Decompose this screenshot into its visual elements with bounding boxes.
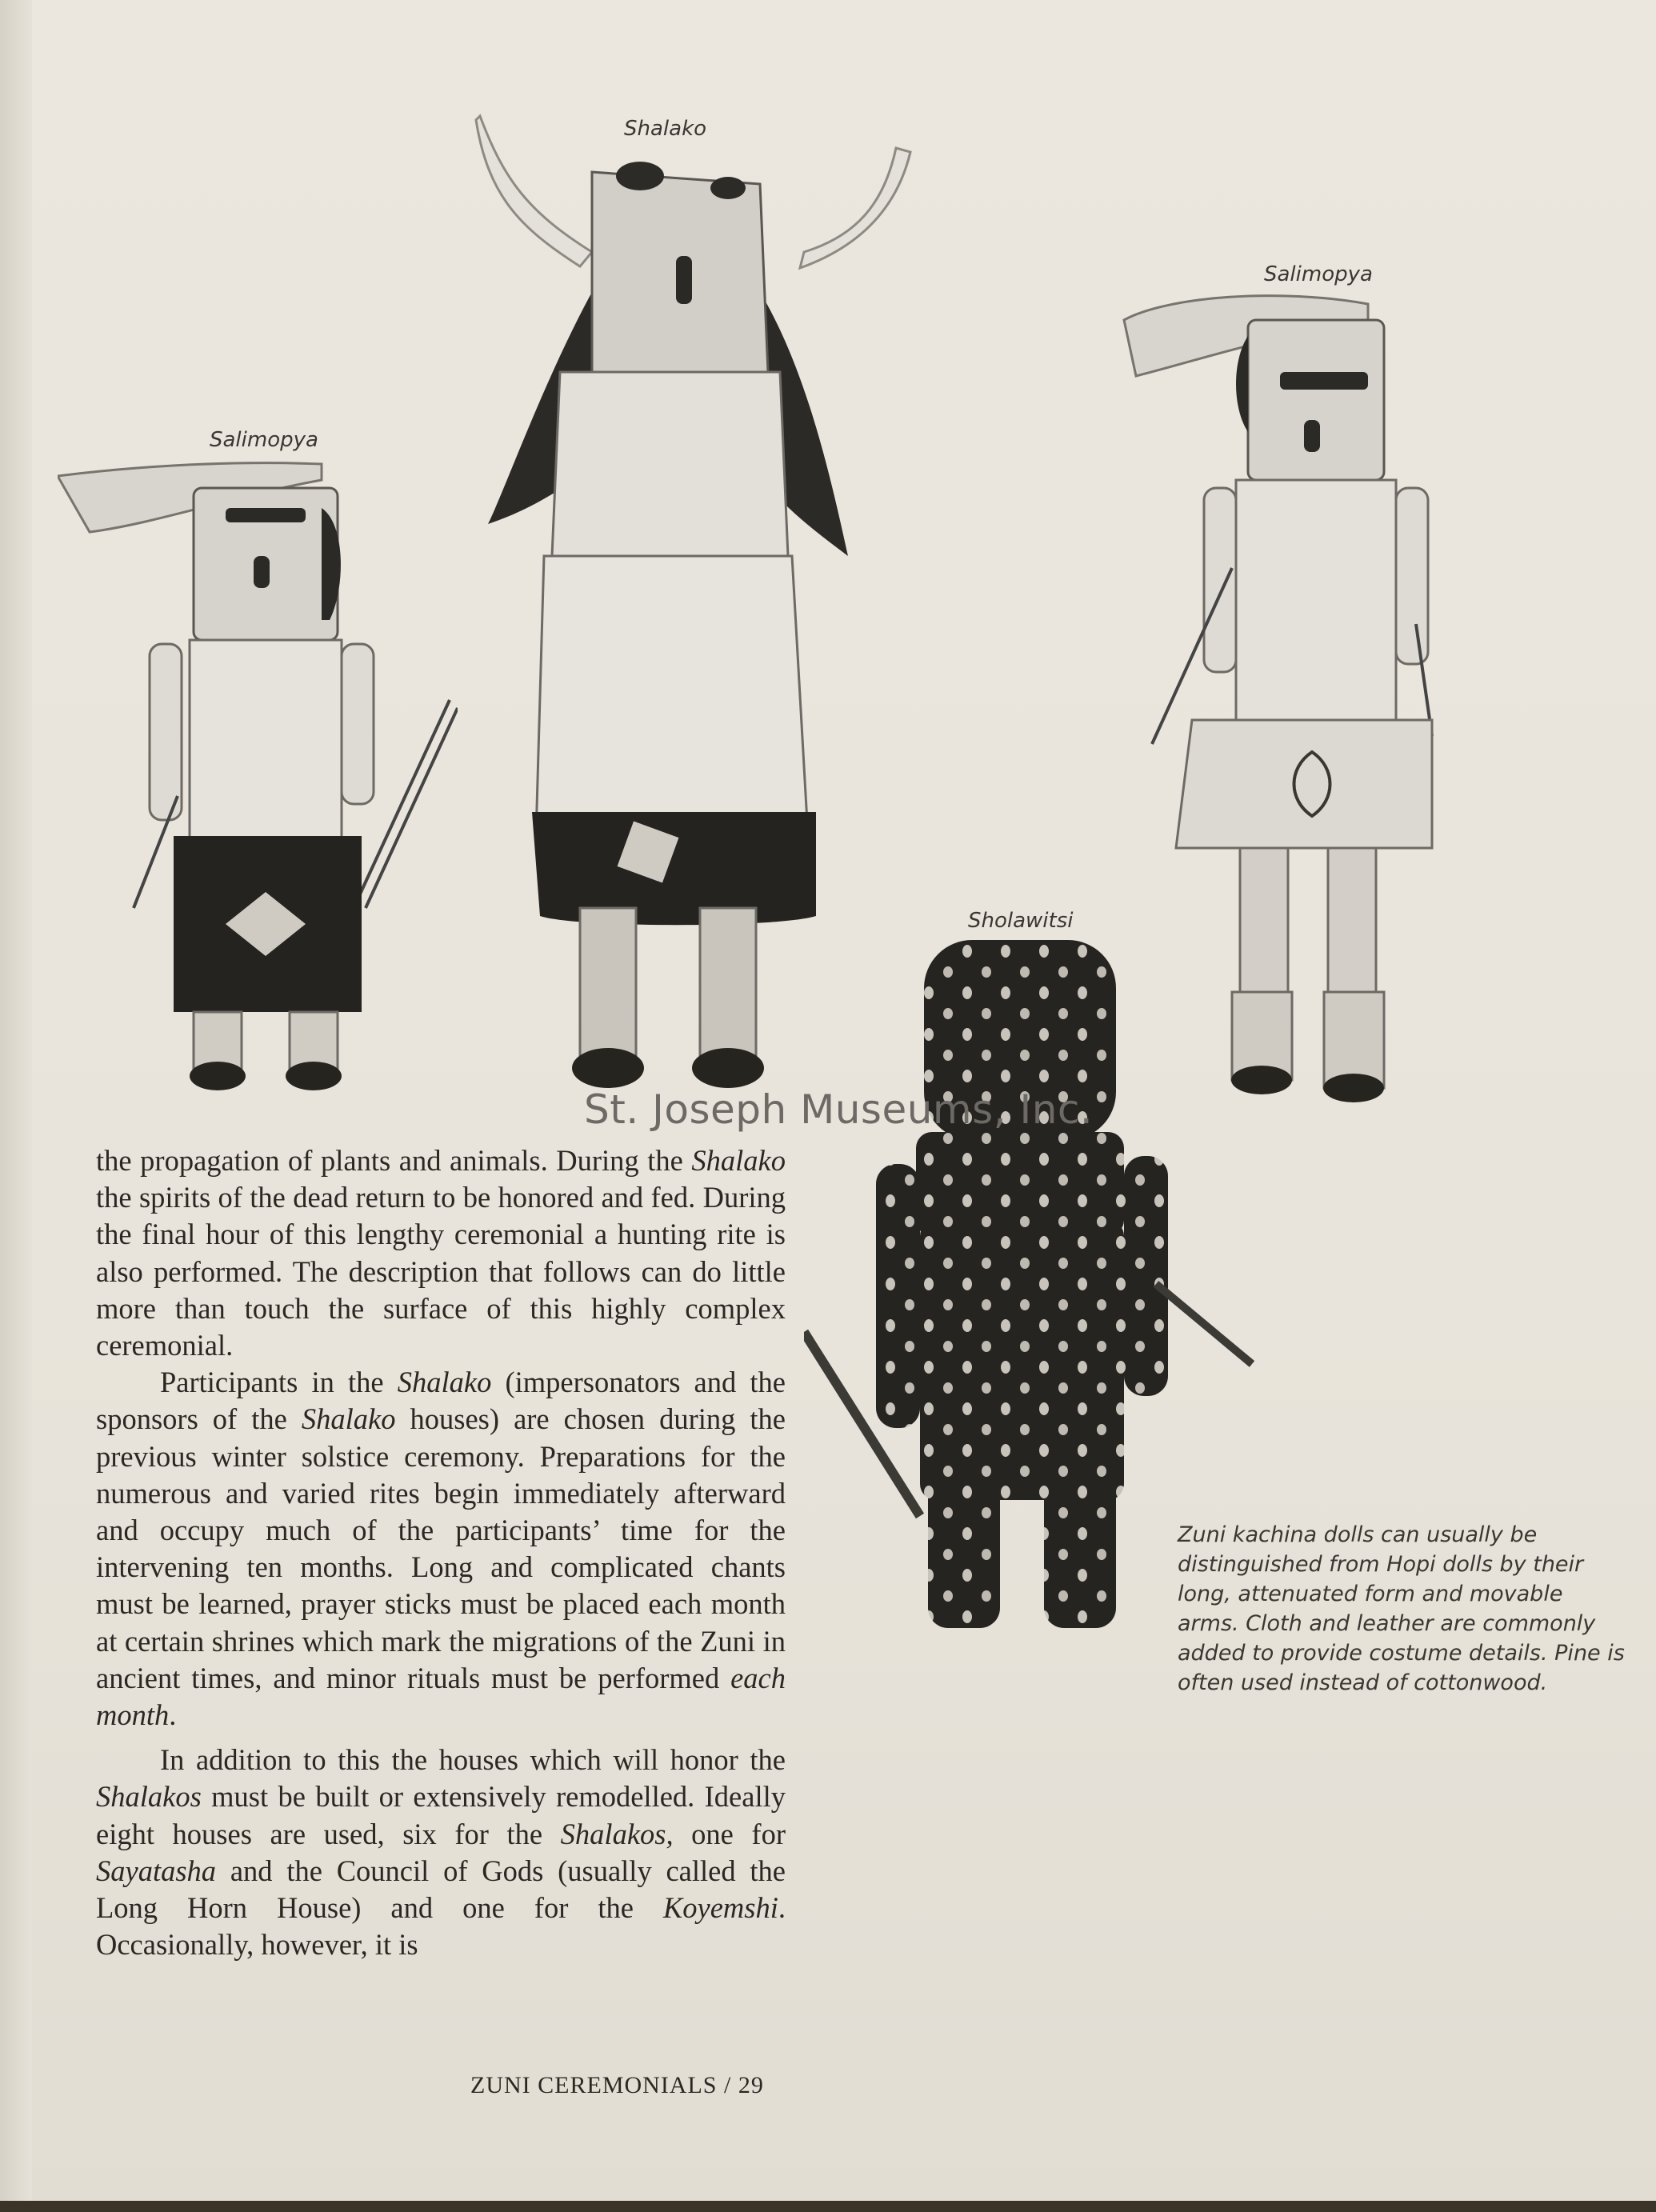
paragraph-1: the propagation of plants and animals. During the Shalako the spirits of the dead return to be honored and fed. During the final hour of this lengthy ceremonial a hunting rite is also performed. The description that follows can do little more than touch the surface of this highly complex ceremonial. <box>96 1144 786 1362</box>
shalako-label: Shalako <box>624 117 707 141</box>
page-footer: ZUNI CEREMONIALS / 29 <box>470 2072 764 2098</box>
salimopya-right-label: Salimopya <box>1264 262 1373 286</box>
salimopya-left-label: Salimopya <box>210 428 318 452</box>
paragraph-2: Participants in the Shalako (impersonators and the sponsors of the Shalako houses) are chosen during the previous winter solstice ceremony. Preparations for the numerous and varied rites begin immediately afterward and occupy much of the participants’ time for the intervening ten months. Long and complicated chants must be learned, prayer sticks must be placed each month at certain shrines which mark the migrations of the Zuni in ancient times, and minor rituals must be performed each month. <box>96 1366 786 1732</box>
sholawitsi-label: Sholawitsi <box>968 909 1074 933</box>
photo-caption: Zuni kachina dolls can usually be distinguished from Hopi dolls by their long, attenuated form and movable arms. Cloth and leather are commonly added to provide costume details. Pine is often used instead of cottonwood. <box>1178 1522 1625 1695</box>
body-text <box>96 1142 786 1963</box>
watermark: St. Joseph Museums, Inc. <box>584 1086 1094 1133</box>
salimopya-left-doll-photo <box>58 460 458 1092</box>
book-spine <box>0 0 32 2212</box>
paragraph-3: In addition to this the houses which will honor the Shalakos must be built or extensively remodelled. Ideally eight houses are used, six for the Shalakos, one for Sayatasha and the Council of Gods (usually called the Long Horn House) and one for the Koyemshi. Occasionally, however, it is <box>96 1743 786 1962</box>
page-bottom-edge <box>0 2201 1656 2212</box>
